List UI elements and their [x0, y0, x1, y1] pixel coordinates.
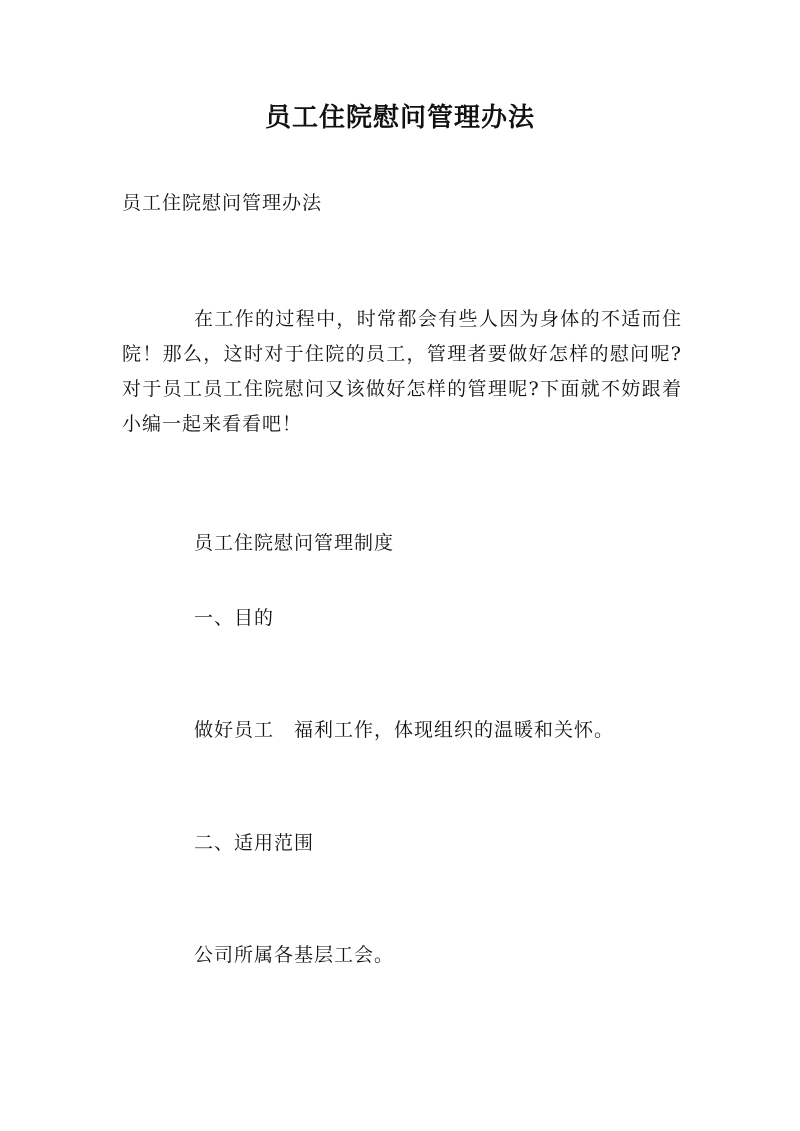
scope-paragraph: 公司所属各基层工会。 [194, 944, 395, 966]
section-heading-scope: 二、适用范围 [194, 832, 315, 854]
section-title: 员工住院慰问管理制度 [194, 532, 395, 554]
section-heading-purpose: 一、目的 [194, 607, 275, 629]
intro-paragraph: 在工作的过程中，时常都会有些人因为身体的不适而住院！那么，这时对于住院的员工，管理者要做好怎样的慰问呢?对于员工员工住院慰问又该做好怎样的管理呢?下面就不妨跟着小编一起来看看吧！ [122, 308, 682, 435]
document-subtitle: 员工住院慰问管理办法 [122, 192, 323, 214]
purpose-paragraph: 做好员工 福利工作，体现组织的温暖和关怀。 [194, 719, 615, 741]
document-title: 员工住院慰问管理办法 [264, 103, 535, 133]
